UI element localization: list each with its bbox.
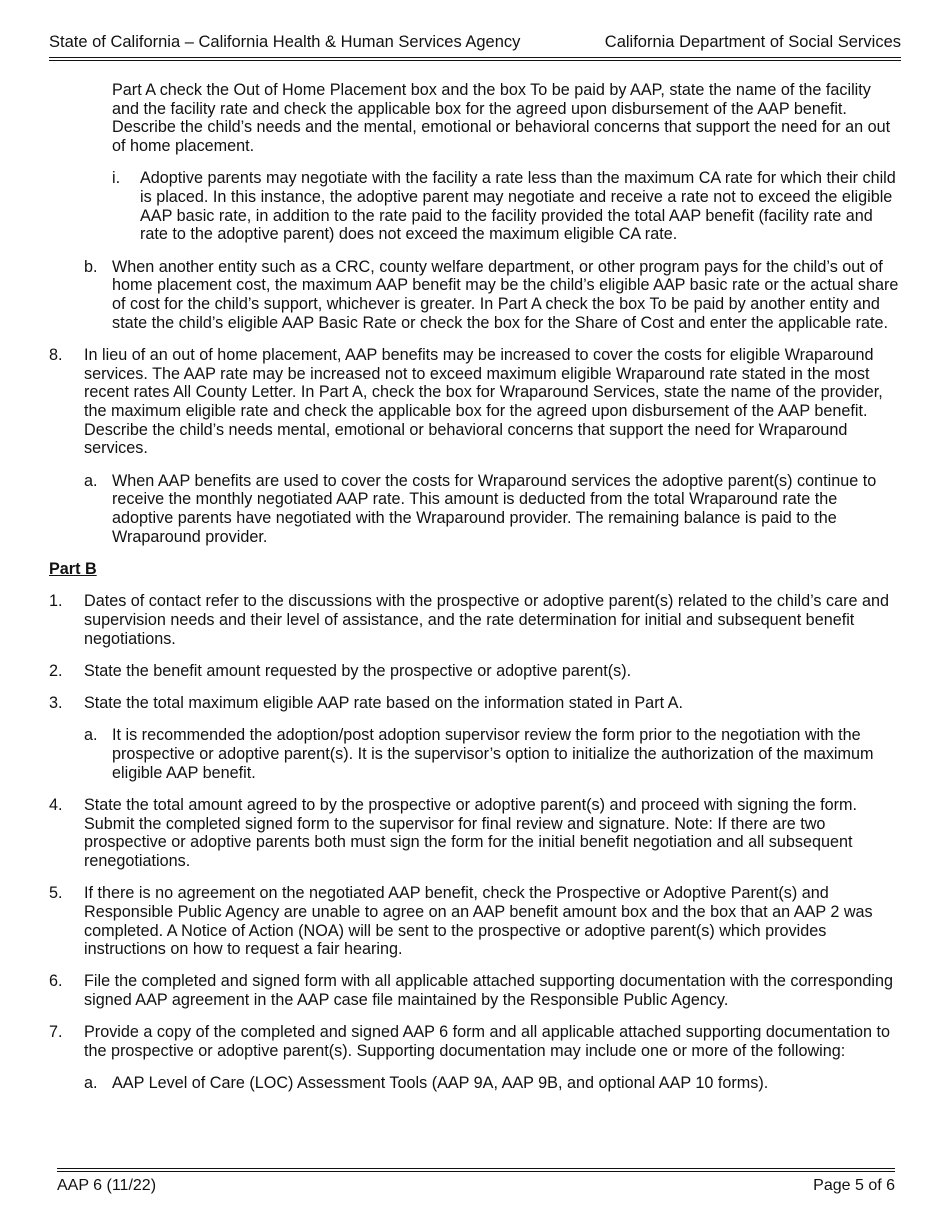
page-header [49, 32, 901, 52]
list-item-b7a [49, 1074, 901, 1093]
list-item-b6 [49, 972, 901, 1009]
header-agency: State of California – California Health & Human Services Agency [49, 33, 521, 51]
list-marker: 3. [49, 693, 63, 712]
list-marker: a. [84, 726, 98, 745]
list-marker: 2. [49, 661, 63, 680]
list-item-b2 [49, 662, 901, 681]
list-marker: 7. [49, 1023, 63, 1042]
footer-form-id: AAP 6 (11/22) [57, 1177, 157, 1194]
list-marker: 4. [49, 795, 63, 814]
list-marker: a. [84, 471, 98, 490]
list-marker: a. [84, 1074, 98, 1093]
page-footer [57, 1176, 895, 1196]
list-item-text: When another entity such as a CRC, county welfare department, or other program pays for the child’s out of home placement cost, the maximum AAP benefit may be the child’s eligible AAP basic rate or the actual share of cost for the child’s support, whichever is greater. In Part A check the box To be paid by another entity and state the child’s eligible AAP Basic Rate or check the box for the Share of Cost and enter the applicable rate. [112, 257, 899, 332]
list-item-text: If there is no agreement on the negotiated AAP benefit, check the Prospective or Adoptive Parent(s) and Responsible Public Agency are unable to agree on an AAP benefit amount box and the box that an AAP 2 was completed. A Notice of Action (NOA) will be sent to the prospective or adoptive parent(s) which provides instructions on how to request a fair hearing. [84, 884, 873, 959]
list-item-text: Provide a copy of the completed and signed AAP 6 form and all applicable attached supporting documentation to the prospective or adoptive parent(s). Supporting documentation may include one or more of the following: [84, 1023, 891, 1061]
list-item-text: It is recommended the adoption/post adoption supervisor review the form prior to the negotiation with the prospective or adoptive parent(s). It is the supervisor’s option to initialize the authorization of the maximum eligible AAP benefit. [112, 726, 874, 782]
list-item-7a-i [49, 169, 901, 244]
list-item-text: AAP Level of Care (LOC) Assessment Tools (AAP 9A, AAP 9B, and optional AAP 10 forms). [112, 1074, 769, 1093]
header-rule-bottom [49, 60, 901, 61]
list-marker: 5. [49, 884, 63, 903]
list-item-b4 [49, 796, 901, 871]
list-item-text: When AAP benefits are used to cover the costs for Wraparound services the adoptive parent(s) continue to receive the monthly negotiated AAP rate. This amount is deducted from the total Wraparound rate the adoptive parents have negotiated with the Wraparound provider. The remaining balance is paid to the Wraparound provider. [112, 471, 877, 546]
list-item-b7 [49, 1023, 901, 1060]
list-item-8a [49, 472, 901, 547]
list-item-text: State the total maximum eligible AAP rate based on the information stated in Part A. [84, 693, 683, 712]
footer-rule-bottom [57, 1171, 895, 1172]
list-item-b1 [49, 592, 901, 648]
footer-page-number: Page 5 of 6 [813, 1177, 895, 1194]
list-item-b3 [49, 694, 901, 713]
list-marker: i. [112, 169, 121, 188]
list-marker: 8. [49, 345, 63, 364]
list-item-b5 [49, 884, 901, 959]
document-body [49, 81, 901, 1093]
list-marker: 1. [49, 592, 63, 611]
list-item-text: State the total amount agreed to by the prospective or adoptive parent(s) and proceed with signing the form. Submit the completed signed form to the supervisor for final review and signature. Note: If there are two prospective or adoptive parents both must sign the form for the initial benefit negotiation and all subsequent renegotiations. [84, 795, 857, 870]
header-rule-top [49, 57, 901, 58]
list-item-7b [49, 258, 901, 333]
list-marker: 6. [49, 972, 63, 991]
list-item-text: File the completed and signed form with all applicable attached supporting documentation with the corresponding signed AAP agreement in the AAP case file maintained by the Responsible Public Agency. [84, 972, 893, 1010]
header-department: California Department of Social Services [604, 33, 901, 51]
list-item-text: Adoptive parents may negotiate with the facility a rate less than the maximum CA rate for which their child is placed. In this instance, the adoptive parent may negotiate and receive a rate not to exceed the eligible AAP basic rate, in addition to the rate paid to the facility provided the total AAP benefit (facility rate and rate to the adoptive parent) does not exceed the maximum eligible CA rate. [140, 169, 896, 244]
paragraph-7a-continuation: Part A check the Out of Home Placement box and the box To be paid by AAP, state the name of the facility and the facility rate and check the applicable box for the agreed upon disbursement of the AAP benefit. Describe the child’s needs and the mental, emotional or behavioral concerns that support the need for an out of home placement. [112, 81, 891, 156]
list-item-text: Dates of contact refer to the discussions with the prospective or adoptive parent(s) related to the child’s care and supervision needs and their level of assistance, and the rate determination for initial and subsequent benefit negotiations. [84, 592, 890, 648]
list-marker: b. [84, 257, 98, 276]
section-title-part-b: Part B [49, 559, 97, 578]
list-item-8 [49, 346, 901, 458]
list-item-b3a [49, 726, 901, 782]
list-item-text: State the benefit amount requested by the prospective or adoptive parent(s). [84, 661, 632, 680]
footer-rule-top [57, 1168, 895, 1169]
list-item-text: In lieu of an out of home placement, AAP benefits may be increased to cover the costs for eligible Wraparound services. The AAP rate may be increased not to exceed maximum eligible Wraparound rate stated in the most recent rates All County Letter. In Part A, check the box for Wraparound Services, state the name of the provider, the maximum eligible rate and check the applicable box for the agreed upon disbursement of the AAP benefit. Describe the child’s needs mental, emotional or behavioral concerns that support the need for Wraparound services. [84, 345, 883, 458]
